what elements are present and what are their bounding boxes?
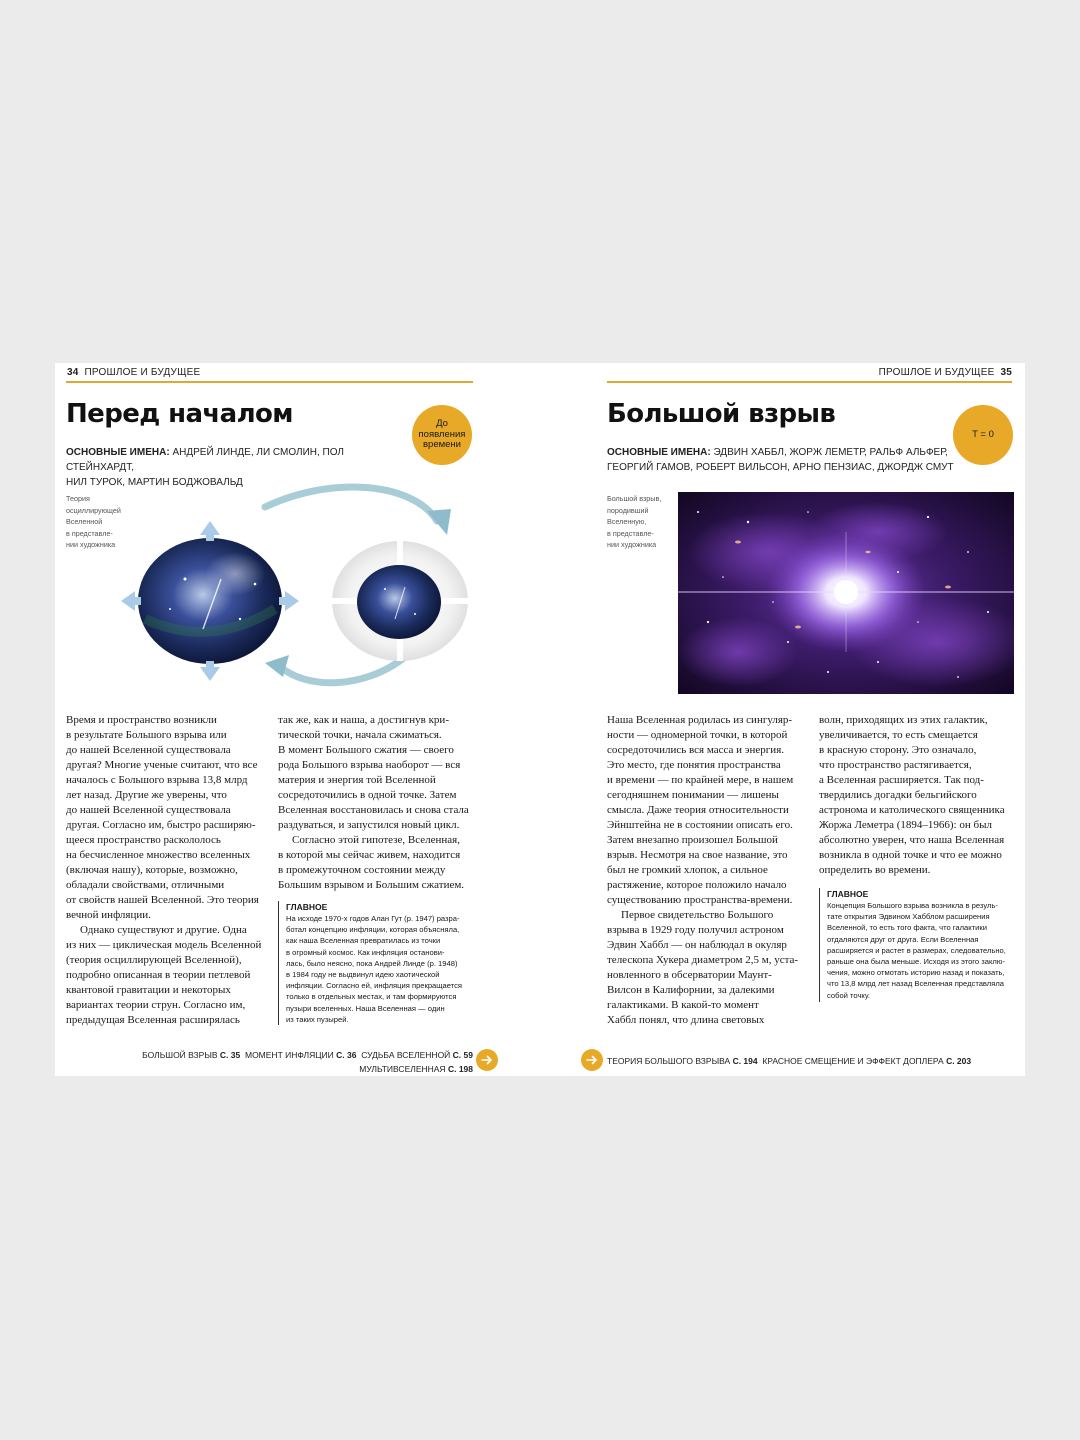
text-column-2 bbox=[819, 713, 1019, 878]
caption-line: Вселенную, bbox=[607, 517, 647, 526]
text-line: так же, как и наша, а достигнув кри- bbox=[278, 714, 449, 726]
cross-references bbox=[113, 1048, 473, 1076]
box-line: тате открытия Эдвином Хабблом расширения bbox=[827, 912, 990, 922]
box-line: только в отдельных местах, и там формируются bbox=[286, 992, 457, 1002]
section-name: ПРОШЛОЕ И БУДУЩЕЕ bbox=[878, 367, 995, 378]
running-head-left bbox=[67, 367, 200, 378]
xref-link[interactable]: СУДЬБА ВСЕЛЕННОЙ С. 59 bbox=[361, 1050, 473, 1060]
paragraph bbox=[607, 908, 807, 1028]
right-page bbox=[540, 363, 1025, 1076]
text-line: телескопа Хукера диаметром 2,5 м, уста- bbox=[607, 954, 799, 966]
text-line: волн, приходящих из этих галактик, bbox=[819, 714, 988, 726]
big-bang-image bbox=[678, 492, 1014, 694]
text-line: существованию пространства-времени. bbox=[607, 894, 793, 906]
text-line: другая. Согласно им, быстро расширяю- bbox=[66, 819, 256, 831]
caption-line: породивший bbox=[607, 505, 649, 515]
text-line: что пространство растягивается, bbox=[819, 759, 972, 771]
text-line: (теория осциллирующей Вселенной), bbox=[66, 954, 242, 966]
text-line: обладали свойствами, отличными bbox=[66, 879, 225, 891]
text-column-1 bbox=[607, 713, 807, 1028]
text-line: лет назад. Другие же уверены, что bbox=[66, 789, 227, 801]
text-line: астронома и католического священника bbox=[819, 804, 1005, 816]
paragraph bbox=[278, 833, 478, 893]
caption-line: Теория bbox=[66, 494, 90, 503]
box-line: в огромный космос. Как инфляция останови- bbox=[286, 947, 445, 957]
text-line: Это место, где понятия пространства bbox=[607, 759, 781, 771]
text-line: вариантах теории струн. Согласно им, bbox=[66, 999, 246, 1011]
text-line: тической точки, начала сжиматься. bbox=[278, 729, 442, 741]
xref-link[interactable]: ТЕОРИЯ БОЛЬШОГО ВЗРЫВА С. 194 bbox=[607, 1056, 758, 1066]
text-line: Эйнштейна не в состоянии описать его. bbox=[607, 819, 793, 831]
box-line: собой точку. bbox=[827, 990, 870, 1000]
box-line: в 1984 году не выдвинул идею хаотической bbox=[286, 970, 440, 980]
caption-line: в представле- bbox=[607, 528, 654, 538]
section-name: ПРОШЛОЕ И БУДУЩЕЕ bbox=[84, 367, 201, 378]
text-line: подробно описанная в теории петлевой bbox=[66, 969, 251, 981]
arrow-right-icon bbox=[581, 1049, 603, 1071]
xref-link[interactable]: КРАСНОЕ СМЕЩЕНИЕ И ЭФФЕКТ ДОПЛЕРА С. 203 bbox=[762, 1056, 972, 1066]
text-line: а Вселенная расширяется. Так под- bbox=[819, 774, 984, 786]
badge-line: появления bbox=[418, 428, 466, 440]
text-line: был не громкий хлопок, а сильное bbox=[607, 864, 768, 876]
box-line: пузыри вселенных. Наша Вселенная — один bbox=[286, 1003, 445, 1013]
text-line: Жоржа Леметра (1894–1966): он был bbox=[819, 819, 992, 831]
text-line: предыдущая Вселенная расширялась bbox=[66, 1014, 240, 1026]
key-point-box bbox=[278, 901, 473, 1025]
text-column-1 bbox=[66, 713, 266, 1028]
text-line: твердились догадки бельгийского bbox=[819, 789, 977, 801]
text-line: Согласно этой гипотезе, Вселенная, bbox=[292, 834, 460, 846]
text-line: рода Большого взрыва наоборот — вся bbox=[278, 759, 461, 771]
text-line: Большим взрывом и Большим сжатием. bbox=[278, 879, 465, 891]
key-names-line: ГЕОРГИЙ ГАМОВ, РОБЕРТ ВИЛЬСОН, АРНО ПЕНЗИАС, ДЖОРДЖ СМУТ bbox=[607, 462, 954, 473]
paragraph bbox=[278, 713, 478, 833]
text-line: растяжение, которое положило начало bbox=[607, 879, 787, 891]
text-line: новленного в обсерватории Маунт- bbox=[607, 969, 772, 981]
text-line: возникла в одной точке и что ее можно bbox=[819, 849, 1002, 861]
running-head-right bbox=[879, 367, 1012, 378]
text-line: и времени — по крайней мере, в нашем bbox=[607, 774, 794, 786]
figure-caption bbox=[607, 493, 667, 551]
text-line: Время и пространство возникли bbox=[66, 714, 217, 726]
text-line: в красную сторону. Это означало, bbox=[819, 744, 977, 756]
box-line: ботал концепцию инфляции, которая объясняла, bbox=[286, 925, 460, 935]
cross-references bbox=[607, 1054, 987, 1068]
box-line: чения, можно отмотать историю назад и показать, bbox=[827, 968, 1005, 978]
book-spread bbox=[55, 363, 1025, 1076]
badge-line: времени bbox=[423, 439, 461, 451]
text-line: началось с Большого взрыва 13,8 млрд bbox=[66, 774, 248, 786]
box-line: расширяется и растет в размерах, следовательно, bbox=[827, 945, 1006, 955]
text-line: ности — одномерной точки, в которой bbox=[607, 729, 788, 741]
left-page bbox=[55, 363, 540, 1076]
text-line: Хаббл понял, что длина световых bbox=[607, 1014, 765, 1026]
text-line: из них — циклическая модель Вселенной bbox=[66, 939, 262, 951]
text-line: галактиками. В какой-то момент bbox=[607, 999, 759, 1011]
caption-line: осциллирующей bbox=[66, 505, 121, 515]
caption-line: нии художника bbox=[607, 540, 657, 549]
box-line: Вселенной, то есть того факта, что галактики bbox=[827, 923, 987, 933]
text-line: Наша Вселенная родилась из сингуляр- bbox=[607, 714, 793, 726]
text-line: другая? Многие ученые считают, что все bbox=[66, 759, 258, 771]
text-column-2 bbox=[278, 713, 478, 893]
page-number: 35 bbox=[1000, 367, 1012, 378]
paragraph bbox=[66, 923, 266, 1028]
box-line: На исходе 1970-х годов Алан Гут (р. 1947) разра- bbox=[286, 914, 460, 923]
text-line: Эдвин Хаббл — он наблюдал в окуляр bbox=[607, 939, 787, 951]
key-point-box bbox=[819, 888, 1014, 1002]
box-line: Концепция Большого взрыва возникла в резуль- bbox=[827, 901, 998, 910]
text-line: определить во времени. bbox=[819, 864, 931, 876]
badge-line: T = 0 bbox=[972, 428, 994, 440]
text-line: в которой мы сейчас живем, находится bbox=[278, 849, 461, 861]
text-line: взрыв. Несмотря на свое название, это bbox=[607, 849, 788, 861]
page-title: Перед началом bbox=[66, 399, 293, 429]
text-line: увеличивается, то есть смещается bbox=[819, 729, 978, 741]
key-names-line: АНДРЕЙ ЛИНДЕ, ЛИ СМОЛИН, ПОЛ СТЕЙНХАРДТ, bbox=[66, 447, 344, 473]
page-title: Большой взрыв bbox=[607, 399, 836, 429]
caption-line: Большой взрыв, bbox=[607, 494, 662, 503]
oscillating-universe-illustration bbox=[115, 479, 475, 699]
page-number: 34 bbox=[67, 367, 79, 378]
key-names-line: НИЛ ТУРОК, МАРТИН БОДЖОВАЛЬД bbox=[66, 477, 243, 488]
text-line: Вилсон в Калифорнии, за далекими bbox=[607, 984, 775, 996]
box-line: лась, было неясно, пока Андрей Линде (р. 1948) bbox=[286, 958, 458, 968]
key-names bbox=[607, 445, 987, 475]
text-line: смысла. Даже теория относительности bbox=[607, 804, 789, 816]
text-line: раздуваться, и запустился новый цикл. bbox=[278, 819, 460, 831]
text-line: до нашей Вселенной существовала bbox=[66, 804, 231, 816]
text-line: Первое свидетельство Большого bbox=[621, 909, 774, 921]
xref-link[interactable]: МОМЕНТ ИНФЛЯЦИИ С. 36 bbox=[244, 1050, 357, 1060]
text-line: взрыва в 1929 году получил астроном bbox=[607, 924, 784, 936]
key-names-label: ОСНОВНЫЕ ИМЕНА: bbox=[607, 447, 711, 458]
box-heading: ГЛАВНОЕ bbox=[827, 889, 869, 899]
text-line: сосредоточились вся масса и энергия. bbox=[607, 744, 785, 756]
xref-link[interactable]: БОЛЬШОЙ ВЗРЫВ С. 35 bbox=[142, 1050, 241, 1060]
text-line: квантовой гравитации и некоторых bbox=[66, 984, 231, 996]
text-line: на бесчисленное множество вселенных bbox=[66, 849, 251, 861]
caption-line: Вселенной bbox=[66, 517, 103, 526]
box-line: как наша Вселенная превратилась из точки bbox=[286, 936, 441, 946]
key-names-line: ЭДВИН ХАББЛ, ЖОРЖ ЛЕМЕТР, РАЛЬФ АЛЬФЕР, bbox=[713, 447, 948, 458]
text-line: от свойств нашей Вселенной. Это теория bbox=[66, 894, 259, 906]
box-line: что 13,8 млрд лет назад Вселенная представляла bbox=[827, 979, 1004, 989]
caption-line: в представле- bbox=[66, 528, 113, 538]
text-line: сегодняшнем понимании — лишены bbox=[607, 789, 779, 801]
box-line: инфляции. Согласно ей, инфляция прекращается bbox=[286, 981, 463, 991]
text-line: Однако существуют и другие. Одна bbox=[80, 924, 247, 936]
text-line: абсолютно уверен, что наша Вселенная bbox=[819, 834, 1005, 846]
box-line: раньше она была меньше. Исходя из этого заклю- bbox=[827, 957, 1006, 967]
text-line: в результате Большого взрыва или bbox=[66, 729, 227, 741]
text-line: В момент Большого сжатия — своего bbox=[278, 744, 454, 756]
text-line: Вселенная восстановилась и снова стала bbox=[278, 804, 469, 816]
text-line: сосредоточились в одной точке. Затем bbox=[278, 789, 457, 801]
text-line: до нашей Вселенной существовала bbox=[66, 744, 231, 756]
xref-link[interactable]: МУЛЬТИВСЕЛЕННАЯ С. 198 bbox=[359, 1064, 473, 1074]
box-heading: ГЛАВНОЕ bbox=[286, 902, 328, 912]
text-line: материя и энергия той Вселенной bbox=[278, 774, 436, 786]
text-line: в промежуточном состоянии между bbox=[278, 864, 446, 876]
paragraph bbox=[66, 713, 266, 923]
key-names-label: ОСНОВНЫЕ ИМЕНА: bbox=[66, 447, 170, 458]
box-line: из таких пузырей. bbox=[286, 1014, 349, 1024]
era-badge bbox=[412, 405, 472, 465]
text-line: (включая нашу), которые, возможно, bbox=[66, 864, 238, 876]
paragraph bbox=[819, 713, 1019, 878]
box-line: отдаляются друг от друга. Если Вселенная bbox=[827, 934, 979, 944]
text-line: вечной инфляции. bbox=[66, 909, 151, 921]
text-line: Затем внезапно произошел Большой bbox=[607, 834, 778, 846]
badge-line: До bbox=[436, 418, 448, 430]
header-rule bbox=[66, 381, 473, 383]
caption-line: нии художника bbox=[66, 540, 116, 549]
text-line: щееся пространство раскололось bbox=[66, 834, 221, 846]
paragraph bbox=[607, 713, 807, 908]
arrow-right-icon bbox=[476, 1049, 498, 1071]
header-rule bbox=[607, 381, 1012, 383]
